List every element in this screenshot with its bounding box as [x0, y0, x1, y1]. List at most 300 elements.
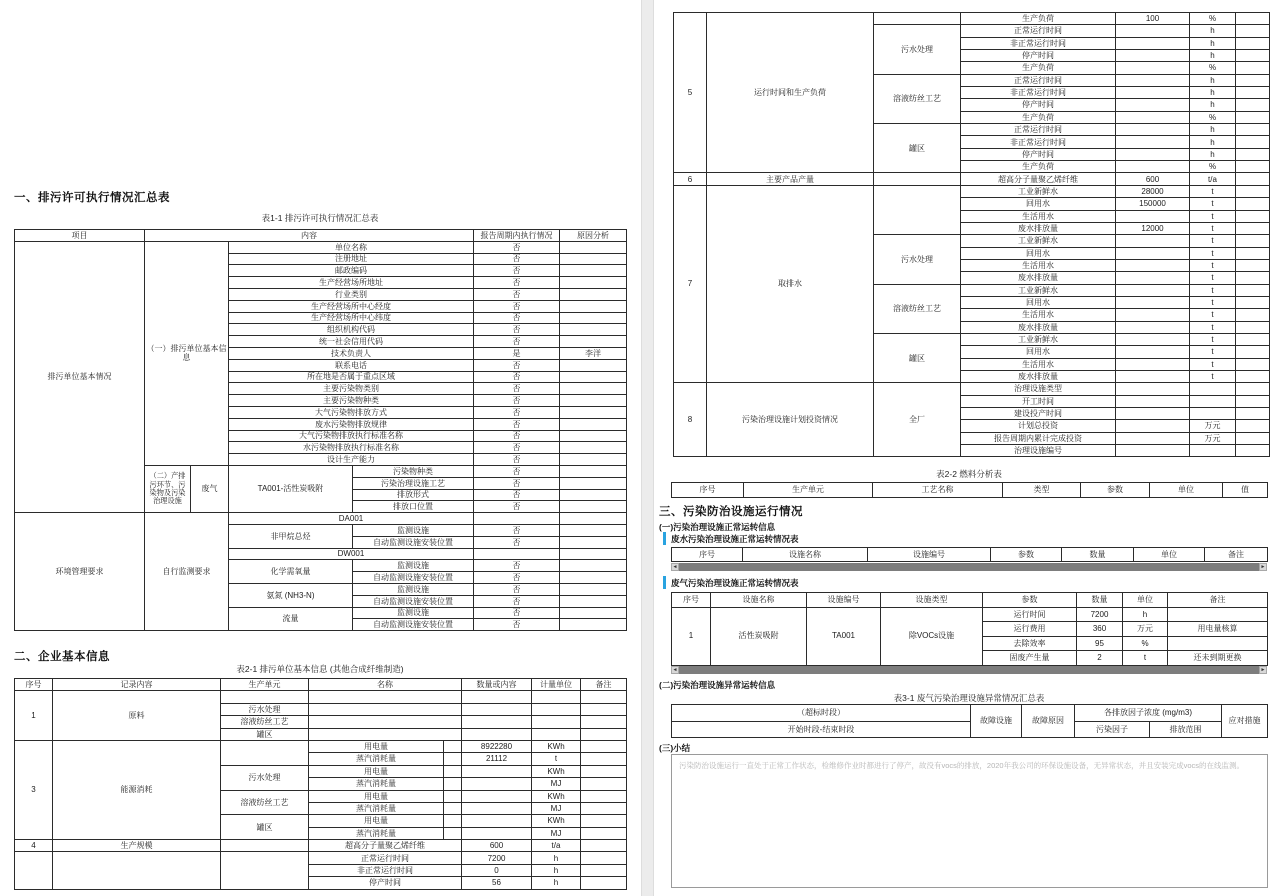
table-cell: [1236, 321, 1270, 333]
table-cell: 万元: [1123, 622, 1168, 637]
table-cell: 污染因子: [1075, 721, 1150, 738]
table-cell: 用电量: [309, 765, 444, 777]
table-cell: %: [1190, 62, 1236, 74]
table-cell: KWh: [532, 765, 581, 777]
table-cell: 所在地是否属于重点区域: [229, 371, 474, 383]
table-cell: 生活用水: [961, 358, 1116, 370]
table-cell: %: [1123, 636, 1168, 651]
table-cell: [1236, 383, 1270, 395]
table-cell: [1116, 148, 1190, 160]
table-cell: 故障设施: [971, 705, 1022, 738]
table-cell: [581, 827, 627, 839]
table-cell: [309, 703, 462, 715]
table-cell: 回用水: [961, 296, 1116, 308]
table-cell: [462, 778, 532, 790]
table-cell: 蒸汽消耗量: [309, 778, 444, 790]
table-cell: [581, 691, 627, 703]
table-cell: 否: [474, 607, 560, 619]
table-cell: 否: [474, 288, 560, 300]
table-cell: 正常运行时间: [961, 124, 1116, 136]
table-cell: h: [1190, 25, 1236, 37]
table-cell: 否: [474, 477, 560, 489]
table-cell: [474, 548, 560, 560]
table-cell: [1236, 395, 1270, 407]
table-cell: [1116, 161, 1190, 173]
table-cell: 单位: [1134, 548, 1205, 562]
table-cell: 污染治理设施工艺: [353, 477, 474, 489]
table-cell: KWh: [532, 815, 581, 827]
table-cell: [221, 740, 309, 765]
table-cell: [1236, 358, 1270, 370]
table-cell: 否: [474, 489, 560, 501]
table-cell: 治理设施类型: [961, 383, 1116, 395]
table-cell: 否: [474, 300, 560, 312]
table-cell: 名称: [309, 679, 462, 691]
table-cell: 主要污染物类别: [229, 383, 474, 395]
table-cell: [1116, 420, 1190, 432]
table-cell: 行业类别: [229, 288, 474, 300]
table-cell: 否: [474, 442, 560, 454]
table-cell: 固废产生量: [983, 651, 1077, 666]
table-cell: [581, 840, 627, 852]
table-cell: 排污单位基本情况: [15, 241, 145, 512]
table-cell: 蒸汽消耗量: [309, 802, 444, 814]
table-cell: 否: [474, 454, 560, 466]
table-cell: [560, 312, 627, 324]
table-cell: 计划总投资: [961, 420, 1116, 432]
table-cell: [1168, 636, 1268, 651]
table-cell: [532, 691, 581, 703]
table-cell: [1116, 321, 1190, 333]
table-cell: [1236, 62, 1270, 74]
table-cell: 万元: [1190, 432, 1236, 444]
table-cell: [1236, 309, 1270, 321]
table-cell: [1236, 272, 1270, 284]
table-cell: 回用水: [961, 247, 1116, 259]
table-cell: t: [532, 753, 581, 765]
table-cell: 废气: [191, 465, 229, 512]
table-cell: 停产时间: [961, 148, 1116, 160]
table-cell: [560, 359, 627, 371]
table-cell: 运行时间和生产负荷: [707, 13, 874, 173]
table-cell: [1116, 445, 1190, 457]
table-cell: [581, 778, 627, 790]
table-cell: [560, 454, 627, 466]
table-cell: 否: [474, 501, 560, 513]
summary-textarea[interactable]: [671, 754, 1268, 888]
table-cell: 排放形式: [353, 489, 474, 501]
table-cell: [1236, 346, 1270, 358]
table-cell: 生活用水: [961, 210, 1116, 222]
table-cell: 罐区: [221, 815, 309, 840]
table-cell: [560, 513, 627, 525]
table-cell: [581, 815, 627, 827]
table-cell: 否: [474, 595, 560, 607]
table-cell: 3: [15, 740, 53, 839]
table-cell: 否: [474, 524, 560, 536]
table-cell: [462, 790, 532, 802]
table-cell: 12000: [1116, 222, 1190, 234]
table-cell: 监测设施: [353, 583, 474, 595]
table-cell: 除VOCs设施: [881, 607, 983, 665]
table-cell: t: [1190, 284, 1236, 296]
table-cell: h: [1190, 148, 1236, 160]
table-cell: 开始时段-结束时段: [672, 721, 971, 738]
table-cell: t: [1190, 296, 1236, 308]
table-cell: 150000: [1116, 198, 1190, 210]
table-cell: 否: [474, 583, 560, 595]
table-wastegas-normal-operation: [671, 592, 1268, 666]
table-cell: 数量: [1077, 593, 1123, 608]
table-cell: 污水处理: [874, 25, 961, 74]
table-cell: DA001: [229, 513, 474, 525]
table-cell: 溶液纺丝工艺: [221, 716, 309, 728]
table-cell: 运行时间: [983, 607, 1077, 622]
table-cell: [444, 802, 462, 814]
table-cell: [1116, 111, 1190, 123]
table-cell: [560, 524, 627, 536]
table-cell: [1116, 370, 1190, 382]
table-cell: 溶液纺丝工艺: [874, 74, 961, 123]
table-cell: 生产负荷: [961, 111, 1116, 123]
table-cell: 序号: [672, 593, 711, 608]
table-cell: 否: [474, 241, 560, 253]
table-cell: 序号: [672, 548, 743, 562]
table-cell: 工业新鲜水: [961, 333, 1116, 345]
table-cell: [1236, 74, 1270, 86]
table-cell: 非正常运行时间: [961, 37, 1116, 49]
table-cell: 600: [462, 840, 532, 852]
table-cell: 否: [474, 265, 560, 277]
table-cell: 统一社会信用代码: [229, 336, 474, 348]
wastewater-table-label-text: 废水污染治理设施正常运转情况表: [671, 533, 799, 544]
table-cell: [532, 728, 581, 740]
table-cell: [532, 716, 581, 728]
table-cell: 7200: [462, 852, 532, 864]
table-cell: 用电量: [309, 790, 444, 802]
table-cell: 否: [474, 336, 560, 348]
table-cell: 正常运行时间: [309, 852, 462, 864]
table-cell: （超标时段）: [672, 705, 971, 722]
table-cell: 备注: [1205, 548, 1268, 562]
table-cell: %: [1190, 161, 1236, 173]
table-cell: 停产时间: [309, 877, 462, 889]
horizontal-scrollbar[interactable]: [671, 666, 1267, 674]
table-cell: h: [1190, 99, 1236, 111]
table-cell: 否: [474, 430, 560, 442]
table-cell: 生产规模: [53, 840, 221, 852]
table-cell: [462, 728, 532, 740]
table-cell: 排放口位置: [353, 501, 474, 513]
table-cell: 流量: [229, 607, 353, 631]
table-cell: 2: [1077, 651, 1123, 666]
table-cell: 废水排放量: [961, 370, 1116, 382]
table-cell: h: [1190, 37, 1236, 49]
table-cell: [560, 418, 627, 430]
table-cell: 自动监测设施安装位置: [353, 595, 474, 607]
table-cell: [462, 691, 532, 703]
table-cell: 监测设施: [353, 607, 474, 619]
table-cell: 生产经营场所地址: [229, 277, 474, 289]
table-cell: h: [532, 864, 581, 876]
table-cell: 技术负责人: [229, 347, 474, 359]
table-cell: 生活用水: [961, 309, 1116, 321]
table-cell: [1116, 62, 1190, 74]
table-cell: 取排水: [707, 185, 874, 383]
scroll-left-button[interactable]: ◄: [672, 564, 678, 570]
table-cell: 工业新鲜水: [961, 235, 1116, 247]
table-cell: t: [1190, 259, 1236, 271]
table-cell: 5: [674, 13, 707, 173]
table-cell: [1236, 235, 1270, 247]
table-cell: [560, 572, 627, 584]
table-cell: %: [1190, 111, 1236, 123]
table-cell: 参数: [991, 548, 1062, 562]
table-cell: [462, 815, 532, 827]
table-cell: 600: [1116, 173, 1190, 185]
table-cell: [1190, 445, 1236, 457]
table-cell: 参数: [983, 593, 1077, 608]
table-cell: 生产负荷: [961, 161, 1116, 173]
table-cell: [444, 827, 462, 839]
table-cell: 8922280: [462, 740, 532, 752]
table-cell: [309, 691, 462, 703]
table-cell: h: [532, 852, 581, 864]
table-cell: h: [1190, 136, 1236, 148]
table-2-1-caption: 表2-1 排污单位基本信息 (其他合成纤维制造): [236, 664, 404, 674]
table-cell: 污水处理: [221, 765, 309, 790]
table-cell: 大气污染物排放方式: [229, 406, 474, 418]
table-cell: 万元: [1190, 420, 1236, 432]
table-cell: 能源消耗: [53, 740, 221, 839]
table-cell: [1236, 87, 1270, 99]
table-cell: 56: [462, 877, 532, 889]
table-cell: [1236, 420, 1270, 432]
subsection-3-1-heading: (一)污染治理设施正常运转信息: [659, 522, 776, 532]
table-cell: 否: [474, 465, 560, 477]
table-cell: 否: [474, 253, 560, 265]
table-cell: %: [1190, 13, 1236, 25]
table-cell: （一）排污单位基本信息: [145, 241, 229, 465]
table-cell: [560, 371, 627, 383]
table-cell: [221, 852, 309, 889]
table-3-1-abnormal-summary: [671, 704, 1268, 738]
table-cell: [874, 173, 961, 185]
table-cell: 大气污染物排放执行标准名称: [229, 430, 474, 442]
table-cell: [1116, 395, 1190, 407]
table-cell: 内容: [145, 230, 474, 242]
table-cell: 故障原因: [1022, 705, 1075, 738]
table-cell: TA001: [807, 607, 881, 665]
table-cell: 1: [15, 691, 53, 741]
table-cell: [581, 703, 627, 715]
table-cell: 工业新鲜水: [961, 284, 1116, 296]
table-cell: MJ: [532, 827, 581, 839]
table-cell: 主要污染物种类: [229, 395, 474, 407]
table-cell: [1236, 259, 1270, 271]
table-cell: [560, 465, 627, 477]
table-cell: [581, 740, 627, 752]
table-cell: [1116, 432, 1190, 444]
table-cell: [560, 560, 627, 572]
table-cell: KWh: [532, 790, 581, 802]
table-cell: [560, 336, 627, 348]
table-cell: 序号: [672, 483, 744, 498]
table-cell: 否: [474, 359, 560, 371]
table-cell: 罐区: [221, 728, 309, 740]
table-cell: 单位: [1150, 483, 1223, 498]
table-cell: [1236, 210, 1270, 222]
table-cell: [1168, 607, 1268, 622]
table-cell: [1236, 185, 1270, 197]
table-cell: h: [1190, 74, 1236, 86]
table-cell: [581, 716, 627, 728]
table-cell: 否: [474, 560, 560, 572]
table-cell: h: [1123, 607, 1168, 622]
table-cell: [1116, 37, 1190, 49]
table-cell: [560, 277, 627, 289]
table-2-2-fuel-analysis: [671, 482, 1268, 498]
table-cell: 单位名称: [229, 241, 474, 253]
table-cell: [444, 765, 462, 777]
table-cell: 工业新鲜水: [961, 185, 1116, 197]
table-cell: 停产时间: [961, 50, 1116, 62]
table-cell: [1116, 358, 1190, 370]
table-cell: [1116, 259, 1190, 271]
table-cell: 用电量: [309, 815, 444, 827]
table-cell: 联系电话: [229, 359, 474, 371]
table-cell: 360: [1077, 622, 1123, 637]
horizontal-scrollbar[interactable]: [671, 563, 1267, 571]
table-cell: [1236, 333, 1270, 345]
table-cell: [1236, 13, 1270, 25]
table-cell: [1236, 198, 1270, 210]
table-cell: 应对措施: [1222, 705, 1268, 738]
table-cell: 用电量核算: [1168, 622, 1268, 637]
table-cell: t: [1190, 210, 1236, 222]
table-cell: [1116, 25, 1190, 37]
table-cell: h: [1190, 50, 1236, 62]
table-cell: [462, 802, 532, 814]
table-cell: 自动监测设施安装位置: [353, 536, 474, 548]
table-cell: 用电量: [309, 740, 444, 752]
table-cell: 非正常运行时间: [961, 136, 1116, 148]
table-cell: [1236, 25, 1270, 37]
table-cell: [444, 740, 462, 752]
scroll-left-button[interactable]: ◄: [672, 667, 678, 673]
table-cell: [1116, 124, 1190, 136]
table-cell: [1190, 395, 1236, 407]
scroll-right-button[interactable]: ►: [1260, 564, 1266, 570]
table-cell: 设施名称: [711, 593, 807, 608]
table-cell: 否: [474, 383, 560, 395]
table-cell: 自动监测设施安装位置: [353, 572, 474, 584]
section-3-heading: 三、污染防治设施运行情况: [659, 506, 803, 518]
table-cell: [560, 489, 627, 501]
table-cell: 水污染物排放执行标准名称: [229, 442, 474, 454]
table-cell: 6: [674, 173, 707, 185]
table-cell: 原因分析: [560, 230, 627, 242]
table-cell: 设施编号: [807, 593, 881, 608]
table-cell: 4: [15, 840, 53, 852]
table-cell: 值: [1223, 483, 1268, 498]
table-cell: [462, 716, 532, 728]
table-cell: [581, 864, 627, 876]
table-cell: 环境管理要求: [15, 513, 145, 631]
table-cell: [581, 753, 627, 765]
table-cell: 监测设施: [353, 524, 474, 536]
table-cell: [1236, 296, 1270, 308]
table-cell: [444, 778, 462, 790]
table-cell: [1236, 247, 1270, 259]
blue-accent-bar: [663, 532, 666, 545]
table-cell: 非甲烷总烃: [229, 524, 353, 548]
table-cell: 否: [474, 418, 560, 430]
table-cell: [1236, 161, 1270, 173]
table-2-2-caption: 表2-2 燃料分析表: [936, 469, 1002, 479]
table-cell: 正常运行时间: [961, 25, 1116, 37]
table-cell: 废水排放量: [961, 222, 1116, 234]
table-cell: t/a: [1190, 173, 1236, 185]
table-cell: 超高分子量聚乙烯纤维: [961, 173, 1116, 185]
page-divider: [641, 0, 654, 896]
table-cell: [1190, 383, 1236, 395]
table-cell: [1116, 50, 1190, 62]
table-cell: 废水排放量: [961, 272, 1116, 284]
table-cell: [444, 815, 462, 827]
table-cell: 还未到期更换: [1168, 651, 1268, 666]
table-cell: [581, 802, 627, 814]
table-cell: 报告周期内累计完成投资: [961, 432, 1116, 444]
table-cell: 开工时间: [961, 395, 1116, 407]
table-cell: [1236, 99, 1270, 111]
table-1-1-caption: 表1-1 排污许可执行情况汇总表: [261, 213, 379, 223]
table-cell: 李洋: [560, 347, 627, 359]
table-cell: [1236, 148, 1270, 160]
scroll-right-button[interactable]: ►: [1260, 667, 1266, 673]
table-cell: [474, 513, 560, 525]
table-cell: 生产单元: [221, 679, 309, 691]
table-cell: 蒸汽消耗量: [309, 753, 444, 765]
table-cell: 污染物种类: [353, 465, 474, 477]
table-cell: 原料: [53, 691, 221, 741]
table-cell: [581, 728, 627, 740]
table-cell: 备注: [581, 679, 627, 691]
table-cell: [560, 548, 627, 560]
wastewater-table-label: [663, 532, 799, 545]
table-cell: 21112: [462, 753, 532, 765]
table-cell: [560, 536, 627, 548]
table-cell: 正常运行时间: [961, 74, 1116, 86]
table-cell: 计量单位: [532, 679, 581, 691]
table-cell: 自动监测设施安装位置: [353, 619, 474, 631]
wastegas-table-label: [663, 576, 799, 589]
table-cell: 报告周期内执行情况: [474, 230, 560, 242]
table-cell: 否: [474, 536, 560, 548]
table-cell: [462, 765, 532, 777]
table-cell: 项目: [15, 230, 145, 242]
table-cell: 生产经营场所中心纬度: [229, 312, 474, 324]
table-cell: 8: [674, 383, 707, 457]
table-cell: [221, 691, 309, 703]
table-cell: [1116, 99, 1190, 111]
table-cell: 28000: [1116, 185, 1190, 197]
table-cell: 7200: [1077, 607, 1123, 622]
table-2-1-basic-info: [14, 678, 627, 890]
table-cell: 否: [474, 619, 560, 631]
table-cell: 数量或内容: [462, 679, 532, 691]
table-cell: DW001: [229, 548, 474, 560]
